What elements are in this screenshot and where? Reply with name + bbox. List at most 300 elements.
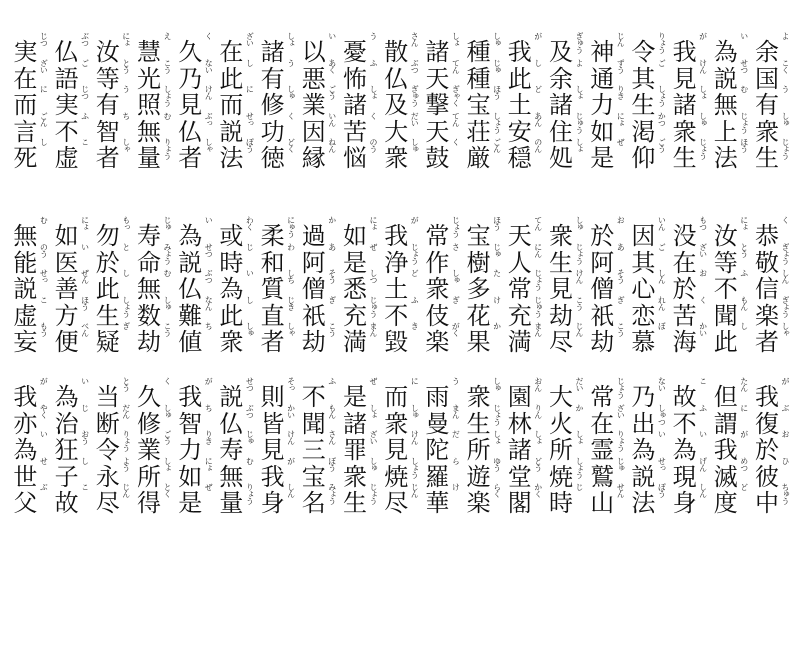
kanji-character: 林	[507, 409, 532, 438]
furigana-reading: お	[616, 216, 626, 223]
furigana-reading: じん	[575, 322, 584, 337]
kanji-character: 劫	[590, 328, 615, 357]
furigana-reading: し	[533, 58, 543, 66]
furigana-reading: さ	[451, 242, 461, 250]
furigana-reading: ぶ	[781, 403, 790, 411]
furigana-reading: もん	[739, 295, 749, 310]
kanji-character: 渇	[631, 117, 656, 146]
character-cell	[218, 138, 254, 178]
kanji-character: 仰	[631, 144, 656, 173]
furigana-reading: ぎょう	[781, 242, 790, 264]
kanji-character: 力	[590, 91, 615, 120]
character-cell	[589, 483, 625, 523]
furigana-reading: じょう	[533, 269, 543, 291]
kanji-character: 実	[13, 38, 38, 66]
kanji-character: 寿	[219, 436, 244, 465]
character-cell	[507, 322, 543, 362]
furigana-reading: かく	[533, 483, 543, 498]
furigana-reading: せっ	[657, 456, 667, 471]
kanji-character: 法	[631, 489, 656, 518]
kanji-character: 衆	[549, 222, 573, 250]
furigana-reading: のん	[533, 138, 543, 153]
furigana-reading: ぜ	[369, 242, 378, 250]
furigana-reading: じき	[286, 295, 296, 310]
kanji-character: 散	[384, 38, 409, 66]
furigana-reading: ぎゃく	[451, 85, 461, 107]
kanji-character: 亦	[13, 409, 38, 438]
character-cell	[424, 322, 460, 362]
kanji-character: 無	[137, 117, 161, 146]
kanji-character: 此	[219, 301, 244, 330]
kanji-character: 柔	[260, 222, 285, 250]
kanji-character: 衆	[384, 144, 409, 173]
kanji-character: 生	[549, 248, 573, 277]
furigana-reading: しつ	[369, 269, 378, 284]
kanji-character: 以	[301, 38, 326, 66]
furigana-reading: ざい	[698, 242, 708, 257]
kanji-character: 於	[95, 248, 120, 277]
kanji-character: 在	[672, 248, 697, 277]
furigana-reading: りょう	[616, 430, 626, 452]
furigana-reading: けん	[204, 85, 214, 100]
furigana-reading: しょ	[533, 430, 543, 445]
kanji-character: 或	[219, 222, 244, 250]
furigana-reading: ごう	[327, 85, 337, 100]
furigana-reading: のう	[369, 138, 378, 153]
furigana-reading: もう	[39, 322, 49, 337]
furigana-reading: し	[80, 456, 90, 464]
furigana-reading: ら	[451, 456, 461, 464]
furigana-reading: らく	[492, 483, 502, 498]
kanji-character: 照	[137, 91, 161, 120]
furigana-reading: に	[39, 85, 49, 93]
furigana-reading: かつ	[657, 111, 667, 126]
furigana-reading: しょ	[492, 430, 502, 445]
kanji-character: 楽	[466, 489, 491, 518]
kanji-character: 多	[466, 275, 491, 304]
kanji-character: 業	[301, 91, 326, 120]
furigana-reading: じゅう	[575, 111, 584, 133]
kanji-character: 乃	[631, 383, 656, 411]
kanji-character: 諸	[549, 91, 573, 120]
furigana-reading: ごん	[39, 111, 49, 126]
kanji-character: 堂	[507, 462, 532, 491]
kanji-character: 天	[425, 117, 450, 146]
furigana-reading: い	[80, 377, 90, 384]
furigana-reading: ぎ	[121, 322, 131, 330]
kanji-character: 毀	[384, 328, 409, 357]
furigana-reading: しょ	[369, 403, 378, 418]
furigana-reading: ごう	[163, 430, 172, 445]
furigana-reading: ち	[204, 403, 214, 411]
character-cell	[177, 138, 213, 178]
furigana-reading: ごう	[657, 138, 667, 153]
furigana-reading: ぽう	[657, 483, 667, 498]
furigana-reading: ちゅう	[781, 483, 790, 505]
furigana-reading: ふ	[739, 269, 749, 277]
kanji-character: 穏	[507, 144, 532, 173]
furigana-reading: がく	[451, 322, 461, 337]
kanji-character: 天	[507, 222, 532, 250]
kanji-character: 衆	[755, 117, 779, 146]
kanji-character: 謂	[713, 409, 738, 438]
kanji-character: 和	[260, 248, 285, 277]
character-cell	[507, 138, 543, 178]
furigana-reading: こ	[80, 483, 90, 491]
kanji-character: 樹	[466, 248, 491, 277]
kanji-character: 怖	[343, 64, 367, 93]
kanji-character: 国	[755, 64, 779, 93]
kanji-character: 種	[466, 64, 491, 93]
furigana-reading: じゅ	[245, 430, 255, 445]
furigana-reading: しょう	[657, 85, 667, 107]
character-cell	[548, 483, 584, 523]
character-cell	[383, 483, 419, 523]
furigana-reading: しょ	[698, 85, 708, 100]
kanji-character: 治	[54, 409, 79, 438]
kanji-character: 此	[713, 328, 738, 357]
furigana-reading: む	[163, 269, 172, 277]
kanji-character: 僧	[590, 275, 615, 304]
furigana-reading: む	[163, 111, 172, 119]
furigana-reading: とう	[739, 242, 749, 257]
furigana-reading: しゃ	[286, 322, 296, 337]
kanji-character: 名	[301, 489, 326, 518]
kanji-character: 満	[507, 328, 532, 357]
furigana-reading: しん	[286, 483, 296, 498]
kanji-character: 上	[713, 117, 738, 146]
kanji-character: 神	[590, 38, 615, 66]
character-cell	[754, 483, 790, 523]
furigana-reading: ぜ	[616, 138, 626, 146]
furigana-reading: ど	[739, 483, 749, 491]
furigana-reading: しょ	[575, 430, 584, 445]
furigana-reading: りょう	[245, 483, 255, 505]
furigana-reading: こ	[39, 295, 49, 303]
furigana-reading: ざい	[616, 403, 626, 418]
furigana-reading: じゅ	[616, 456, 626, 471]
furigana-reading: しょう	[410, 456, 420, 478]
kanji-character: 是	[590, 144, 615, 173]
kanji-character: 撃	[425, 91, 450, 120]
furigana-reading: もん	[327, 403, 337, 418]
character-cell	[672, 322, 708, 362]
furigana-reading: ほう	[492, 216, 502, 230]
kanji-character: 諸	[507, 436, 532, 465]
kanji-character: 衆	[425, 275, 450, 304]
kanji-character: 慧	[137, 38, 161, 66]
kanji-character: 量	[137, 144, 161, 173]
character-cell	[342, 483, 378, 523]
furigana-reading: たん	[739, 377, 749, 391]
kanji-character: 見	[672, 64, 697, 93]
furigana-reading: そっ	[286, 377, 296, 391]
kanji-character: 敬	[755, 248, 779, 277]
kanji-character: 作	[425, 248, 450, 277]
kanji-character: 遊	[466, 462, 491, 491]
kanji-character: 及	[549, 38, 573, 66]
character-cell	[95, 138, 131, 178]
kanji-character: 焼	[549, 462, 573, 491]
furigana-reading: く	[781, 216, 790, 223]
kanji-character: 雨	[425, 383, 450, 411]
kanji-character: 生	[755, 144, 779, 173]
furigana-reading: か	[492, 322, 502, 330]
kanji-character: 仏	[54, 38, 79, 66]
furigana-reading: しょ	[163, 456, 172, 471]
kanji-character: 苦	[672, 301, 697, 330]
furigana-reading: どう	[533, 456, 543, 471]
furigana-reading: ち	[121, 111, 131, 119]
furigana-reading: とく	[163, 483, 172, 498]
furigana-reading: しん	[781, 269, 790, 284]
furigana-reading: しゃ	[204, 138, 214, 153]
furigana-reading: し	[121, 269, 131, 277]
furigana-reading: じ	[80, 403, 90, 411]
kanji-character: 諸	[343, 409, 367, 438]
kanji-character: 充	[343, 301, 367, 330]
kanji-character: 於	[672, 275, 697, 304]
kanji-character: 処	[549, 144, 573, 173]
furigana-reading: ない	[657, 377, 667, 391]
furigana-reading: どく	[286, 138, 296, 153]
furigana-reading: し	[739, 322, 749, 330]
furigana-reading: む	[739, 85, 749, 93]
furigana-reading: しゅ	[575, 216, 584, 230]
kanji-character: 天	[425, 64, 450, 93]
kanji-character: 常	[507, 275, 532, 304]
character-cell	[548, 138, 584, 178]
kanji-character: 復	[755, 409, 779, 438]
kanji-character: 悪	[301, 64, 326, 93]
kanji-character: 生	[343, 489, 367, 518]
character-cell	[177, 483, 213, 523]
kanji-character: 徳	[260, 144, 285, 173]
kanji-character: 諸	[260, 38, 285, 66]
furigana-reading: いん	[327, 111, 337, 126]
furigana-reading: しゅ	[492, 377, 502, 391]
kanji-character: 余	[755, 38, 779, 66]
furigana-reading: とう	[121, 58, 131, 73]
character-cell	[466, 483, 502, 523]
furigana-reading: そう	[616, 269, 626, 284]
furigana-reading: ど	[533, 85, 543, 93]
kanji-character: 光	[137, 64, 161, 93]
kanji-character: 説	[631, 462, 656, 491]
kanji-character: 因	[631, 222, 656, 250]
character-cell	[548, 322, 584, 362]
furigana-reading: が	[204, 377, 214, 384]
furigana-reading: に	[410, 377, 420, 384]
furigana-reading: じょう	[410, 242, 420, 264]
kanji-character: 世	[13, 462, 38, 491]
kanji-character: 花	[466, 301, 491, 330]
kanji-character: 祇	[301, 301, 326, 330]
furigana-reading: いん	[657, 216, 667, 230]
kanji-character: 我	[384, 222, 409, 250]
kanji-character: 於	[590, 222, 615, 250]
furigana-reading: じょう	[492, 403, 502, 425]
furigana-reading: う	[286, 58, 296, 66]
furigana-reading: し	[245, 295, 255, 303]
furigana-reading: てん	[451, 58, 461, 73]
kanji-character: 僧	[301, 275, 326, 304]
kanji-character: 其	[631, 248, 656, 277]
kanji-character: 海	[672, 328, 697, 357]
furigana-reading: じ	[575, 483, 584, 491]
kanji-character: 者	[755, 328, 779, 357]
kanji-character: 滅	[713, 462, 738, 491]
furigana-reading: しゃ	[121, 138, 131, 153]
furigana-reading: し	[39, 138, 49, 146]
furigana-reading: き	[410, 322, 420, 330]
furigana-reading: しゅ	[781, 111, 790, 126]
kanji-character: 羅	[425, 462, 450, 491]
furigana-reading: しょ	[451, 32, 461, 46]
furigana-reading: かい	[698, 322, 708, 337]
furigana-reading: じ	[245, 242, 255, 250]
furigana-reading: け	[451, 483, 461, 491]
furigana-reading: なん	[204, 295, 214, 310]
kanji-character: 仏	[384, 64, 409, 93]
furigana-reading: か	[575, 403, 584, 411]
furigana-reading: みょう	[163, 242, 172, 264]
kanji-character: 有	[260, 64, 285, 93]
furigana-reading: ずう	[616, 58, 626, 73]
furigana-reading: い	[80, 242, 90, 250]
furigana-reading: てん	[451, 111, 461, 126]
furigana-reading: こう	[327, 322, 337, 337]
furigana-reading: さん	[327, 430, 337, 445]
furigana-reading: ぶつ	[80, 32, 90, 46]
kanji-character: 焼	[384, 462, 409, 491]
kanji-character: 憂	[343, 38, 367, 66]
character-cell	[260, 483, 296, 523]
character-cell	[342, 138, 378, 178]
kanji-character: 過	[301, 222, 326, 250]
kanji-character: 力	[178, 436, 203, 465]
furigana-reading: しょ	[575, 138, 584, 153]
furigana-reading: け	[492, 295, 502, 303]
furigana-reading: ご	[80, 58, 90, 66]
furigana-reading: う	[451, 377, 461, 384]
character-cell	[713, 483, 749, 523]
furigana-reading: しゅつ	[657, 403, 667, 425]
furigana-reading: ほう	[492, 85, 502, 100]
kanji-character: 恭	[755, 222, 779, 250]
furigana-reading: だい	[575, 377, 584, 391]
kanji-character: 者	[95, 144, 120, 173]
furigana-reading: う	[369, 32, 378, 39]
furigana-reading: せつ	[204, 242, 214, 257]
furigana-reading: しゅ	[410, 138, 420, 153]
furigana-reading: しゅ	[451, 269, 461, 284]
kanji-character: 如	[178, 462, 203, 491]
kanji-character: 説	[219, 383, 244, 411]
furigana-reading: けん	[698, 58, 708, 73]
character-cell	[630, 138, 666, 178]
furigana-reading: さん	[410, 32, 420, 46]
furigana-reading: しん	[698, 483, 708, 498]
kanji-character: 我	[260, 462, 285, 491]
kanji-character: 此	[507, 64, 532, 93]
furigana-reading: お	[698, 269, 708, 277]
kanji-character: 伎	[425, 301, 450, 330]
character-cell	[95, 483, 131, 523]
furigana-reading: まん	[533, 322, 543, 337]
furigana-reading: ぼ	[657, 322, 667, 330]
kanji-character: 是	[178, 489, 203, 518]
character-cell	[672, 138, 708, 178]
furigana-reading: しょ	[575, 85, 584, 100]
kanji-character: 其	[631, 64, 656, 93]
character-cell	[630, 322, 666, 362]
furigana-reading: にん	[533, 242, 543, 257]
kanji-character: 中	[755, 489, 779, 518]
kanji-character: 心	[631, 275, 656, 304]
kanji-character: 諸	[672, 91, 697, 120]
kanji-character: 生	[466, 409, 491, 438]
kanji-character: 信	[755, 275, 779, 304]
character-cell	[54, 138, 90, 178]
kanji-character: 能	[13, 248, 38, 277]
furigana-reading: せつ	[245, 377, 255, 391]
character-cell	[589, 322, 625, 362]
furigana-reading: じゅう	[369, 295, 378, 317]
character-cell	[630, 483, 666, 523]
character-cell	[218, 483, 254, 523]
kanji-character: 子	[54, 462, 79, 491]
kanji-character: 此	[95, 275, 120, 304]
kanji-character: 余	[549, 64, 573, 93]
kanji-character: 阿	[301, 248, 326, 277]
furigana-reading: わく	[245, 216, 255, 230]
furigana-reading: めつ	[739, 456, 749, 471]
kanji-character: 生	[631, 91, 656, 120]
furigana-reading: しょう	[492, 111, 502, 133]
kanji-character: 為	[13, 436, 38, 465]
furigana-reading: じん	[121, 483, 131, 498]
furigana-reading: ぽう	[245, 138, 255, 153]
kanji-character: 満	[343, 328, 367, 357]
character-cell	[466, 322, 502, 362]
furigana-reading: しち	[286, 269, 296, 284]
kanji-character: 度	[713, 489, 738, 518]
furigana-reading: ぼう	[327, 456, 337, 471]
furigana-reading: れん	[657, 295, 667, 310]
furigana-reading: い	[39, 430, 49, 438]
kanji-character: 等	[713, 248, 738, 277]
furigana-reading: ち	[204, 322, 214, 330]
furigana-reading: ふ	[410, 295, 420, 303]
kanji-character: 鷲	[590, 462, 615, 491]
kanji-character: 久	[178, 38, 203, 66]
kanji-character: 医	[54, 248, 79, 277]
furigana-reading: あ	[616, 242, 626, 250]
kanji-character: 時	[549, 489, 573, 518]
kanji-character: 仏	[219, 409, 244, 438]
furigana-reading: に	[245, 85, 255, 93]
furigana-reading: しゅ	[492, 32, 502, 46]
furigana-reading: と	[121, 242, 131, 250]
kanji-character: 狂	[54, 436, 79, 465]
kanji-character: 令	[631, 38, 656, 66]
furigana-reading: べん	[80, 322, 90, 337]
furigana-reading: が	[698, 32, 708, 39]
character-cell	[136, 138, 172, 178]
kanji-character: 聞	[301, 409, 326, 438]
kanji-character: 見	[178, 91, 203, 120]
